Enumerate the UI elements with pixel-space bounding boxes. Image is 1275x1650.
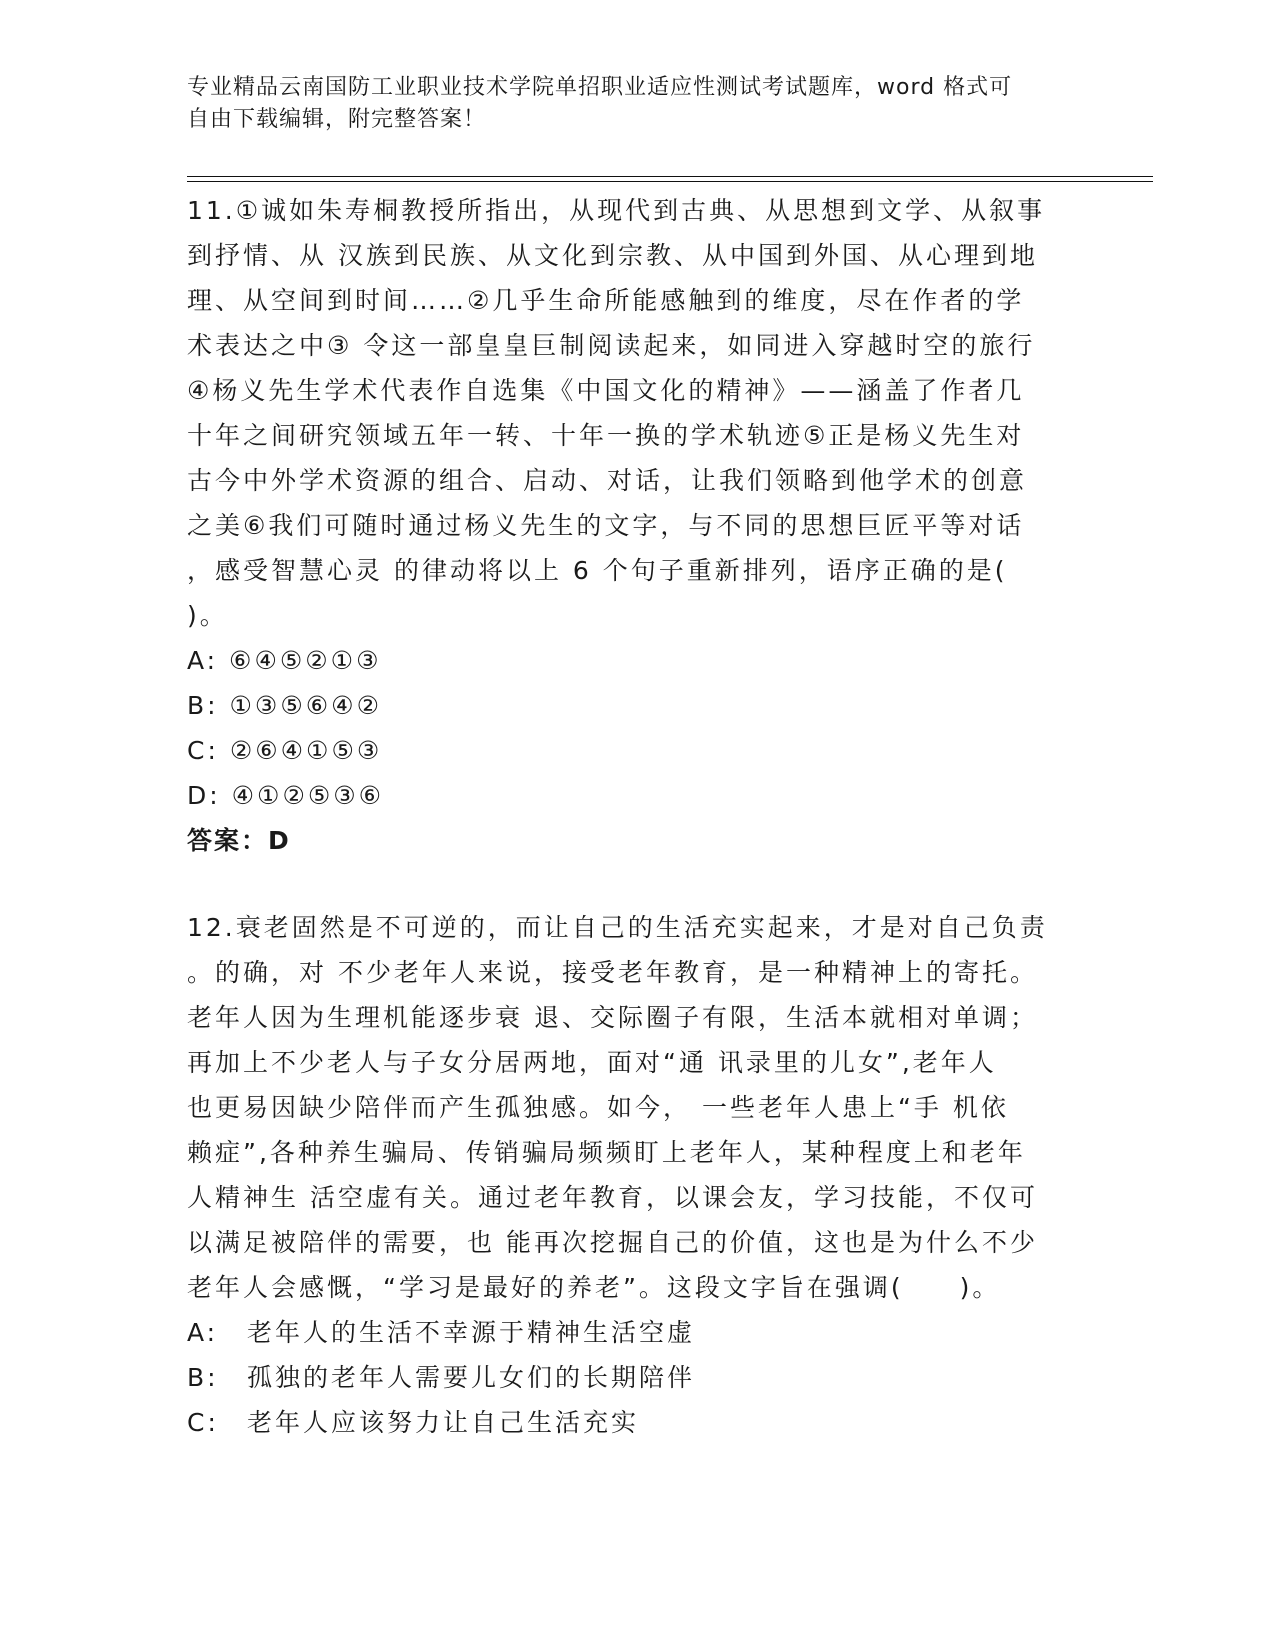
question-stem-line: 赖症”,各种养生骗局、传销骗局频频盯上老年人，某种程度上和老年 (187, 1138, 1026, 1167)
option-a (187, 1310, 1087, 1355)
question-stem-line: 。的确，对 不少老年人来说，接受老年教育，是一种精神上的寄托。 (187, 958, 1038, 987)
question-12 (187, 905, 1087, 1445)
question-stem-line: 12.衰老固然是不可逆的，而让自己的生活充实起来，才是对自己负责 (187, 913, 1048, 942)
option-b: B: ①③⑤⑥④② (187, 691, 382, 720)
question-stem-line: ④杨义先生学术代表作自选集《中国文化的精神》——涵盖了作者几 (187, 376, 1025, 405)
question-list (187, 188, 1087, 1445)
question-stem-line: 老年人因为生理机能逐步衰 退、交际圈子有限，生活本就相对单调； (187, 1003, 1038, 1032)
question-stem-line: 再加上不少老人与子女分居两地，面对“通 讯录里的儿女”,老年人 (187, 1048, 997, 1077)
question-stem-line: 11.①诚如朱寿桐教授所指出，从现代到古典、从思想到文学、从叙事 (187, 196, 1046, 225)
question-stem-line: ，感受智慧心灵 的律动将以上 6 个句子重新排列，语序正确的是( (187, 556, 1008, 585)
answer-text: 答案：D (187, 826, 291, 855)
header-line: 专业精品云南国防工业职业技术学院单招职业适应性测试考试题库，word 格式可 (187, 75, 1013, 100)
header-rule-top (187, 176, 1153, 177)
option-label: B: (187, 1363, 219, 1392)
option-d: D: ④①②⑤③⑥ (187, 781, 385, 810)
question-stem-line: 也更易因缺少陪伴而产生孤独感。如今， 一些老年人患上“手 机依 (187, 1093, 1009, 1122)
question-11 (187, 188, 1087, 863)
question-stem-line: 古今中外学术资源的组合、启动、对话，让我们领略到他学术的创意 (187, 466, 1028, 495)
header-line: 自由下载编辑，附完整答案！ (187, 107, 487, 132)
option-text: 孤独的老年人需要儿女们的长期陪伴 (247, 1363, 696, 1392)
question-stem-line: 老年人会感慨，“学习是最好的养老”。这段文字旨在强调( )。 (187, 1273, 1001, 1302)
question-stem-line: 十年之间研究领域五年一转、十年一换的学术轨迹⑤正是杨义先生对 (187, 421, 1025, 450)
page-header (187, 72, 1067, 136)
option-label: C: (187, 1408, 219, 1437)
header-rule-bottom (187, 181, 1153, 182)
option-label: A: (187, 1318, 219, 1347)
option-a: A: ⑥④⑤②①③ (187, 646, 382, 675)
option-text: 老年人的生活不幸源于精神生活空虚 (247, 1318, 696, 1347)
question-spacer (187, 863, 1087, 905)
option-b (187, 1355, 1087, 1400)
question-stem-line: 以满足被陪伴的需要，也 能再次挖掘自己的价值，这也是为什么不少 (187, 1228, 1038, 1257)
question-stem-line: )。 (187, 601, 228, 630)
question-stem-line: 理、从空间到时间……②几乎生命所能感触到的维度，尽在作者的学 (187, 286, 1025, 315)
option-c (187, 1400, 1087, 1445)
option-text: 老年人应该努力让自己生活充实 (247, 1408, 640, 1437)
question-stem-line: 人精神生 活空虚有关。通过老年教育，以课会友，学习技能，不仅可 (187, 1183, 1038, 1212)
question-stem-line: 之美⑥我们可随时通过杨义先生的文字，与不同的思想巨匠平等对话 (187, 511, 1025, 540)
question-stem-line: 术表达之中③ 令这一部皇皇巨制阅读起来，如同进入穿越时空的旅行 (187, 331, 1036, 360)
option-c: C: ②⑥④①⑤③ (187, 736, 383, 765)
question-stem-line: 到抒情、从 汉族到民族、从文化到宗教、从中国到外国、从心理到地 (187, 241, 1038, 270)
